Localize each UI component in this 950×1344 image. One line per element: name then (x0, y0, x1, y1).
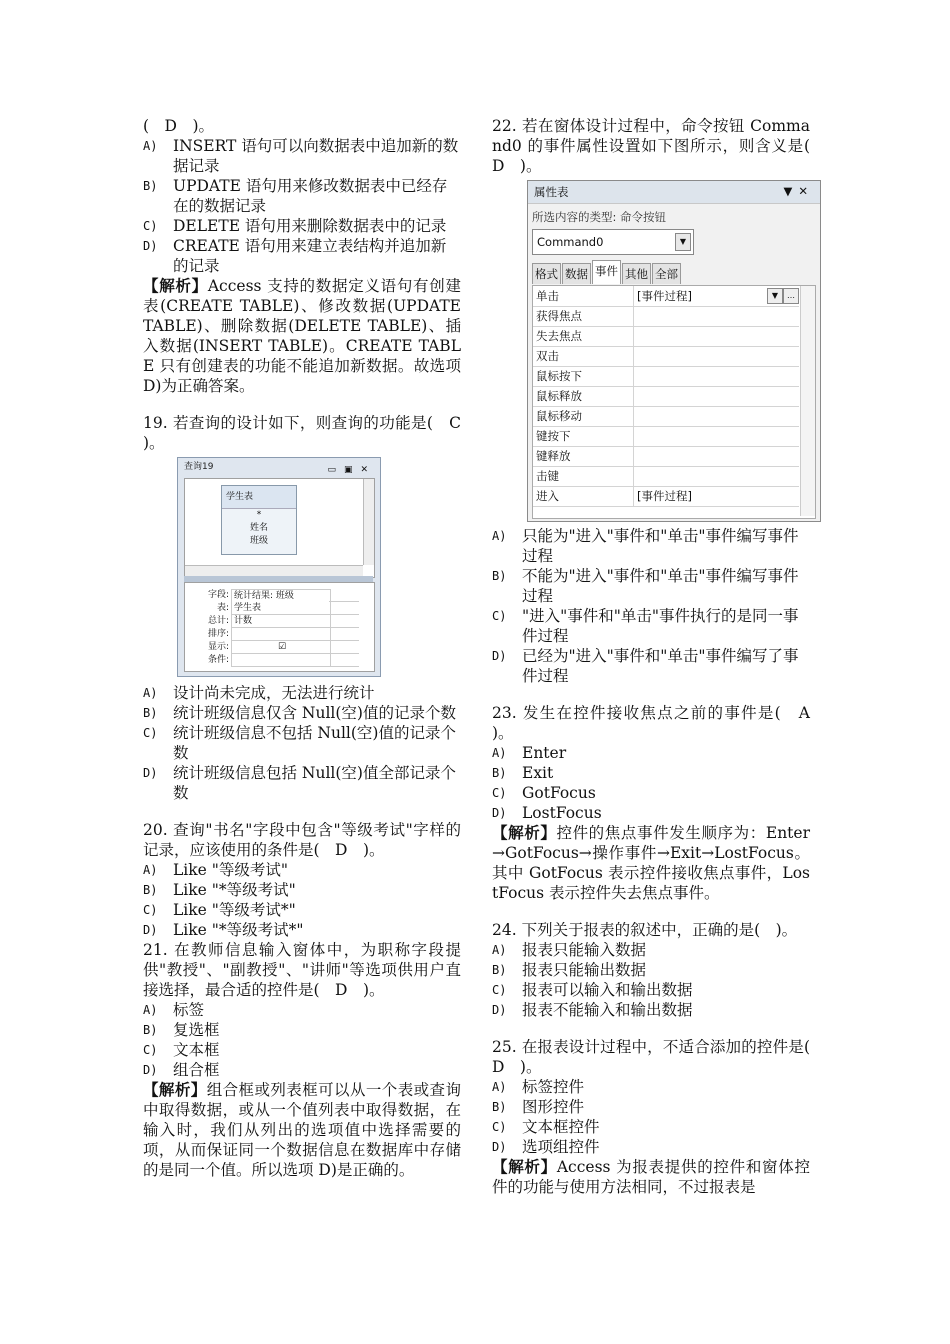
property-tabs (532, 263, 682, 284)
q24-stem: 24. 下列关于报表的叙述中，正确的是( )。 (492, 921, 798, 939)
grid-row-criteria: 条件: (185, 654, 363, 667)
query-window-title: 查询19 (184, 462, 214, 472)
query-design-window (177, 457, 381, 677)
object-combo[interactable]: Command0 ▼ (532, 229, 694, 255)
q24-option-a: A) 报表只能输入数据 (492, 941, 647, 959)
q25-analysis: 【解析】Access 为报表提供的控件和窗体控件的功能与使用方法相同，不过报表是 (492, 1157, 810, 1196)
q20-option-c: C) Like "等级考试*" (143, 901, 296, 919)
q23-option-a: A) Enter (492, 744, 567, 762)
q25-stem: 25. 在报表设计过程中，不适合添加的控件是( D )。 (492, 1038, 826, 1076)
property-row[interactable]: 单击 [事件过程] ▼ … (533, 286, 799, 307)
q18-analysis: 【解析】Access 支持的数据定义语句有创建表(CREATE TABLE)、修改数据(UPDATE TABLE)、删除数据(DELETE TABLE)、插入数据(INSERT TABLE)。CREATE TABLE 只有创建表的功能不能追加新数据。故选项 D)为正确答案。 (143, 276, 461, 395)
q25-option-b: B) 图形控件 (492, 1098, 585, 1116)
vertical-scrollbar[interactable] (800, 286, 815, 516)
property-row[interactable]: 获得焦点 (533, 306, 799, 327)
builder-icon: … (783, 288, 799, 304)
q22-option-d: D) 已经为"进入"事件和"单击"事件编写了事件过程 (492, 647, 799, 685)
q25-option-a: A) 标签控件 (492, 1078, 585, 1096)
show-checkbox: ☑ (231, 641, 331, 654)
property-row[interactable]: 鼠标释放 (533, 386, 799, 407)
vertical-scrollbar (363, 479, 374, 565)
q20-stem: 20. 查询"书名"字段中包含"等级考试"字样的记录，应该使用的条件是( D )。 (143, 821, 461, 859)
q23-option-b: B) Exit (492, 764, 554, 782)
q19-option-b: B) 统计班级信息仅含 Null(空)值的记录个数 (143, 704, 456, 722)
close-icon: ✕ (798, 184, 814, 198)
q20-option-b: B) Like "*等级考试" (143, 881, 296, 899)
tab-all[interactable]: 全部 (652, 263, 681, 284)
q25-option-c: C) 文本框控件 (492, 1118, 600, 1136)
tab-other[interactable]: 其他 (622, 263, 651, 284)
q19-option-a: A) 设计尚未完成，无法进行统计 (143, 684, 375, 702)
grid-row-total: 总计: 计数 (185, 615, 363, 628)
q18-option-c: C) DELETE 语句用来删除数据表中的记录 (143, 217, 447, 235)
property-row[interactable]: 进入 [事件过程] (533, 486, 799, 507)
window-controls: ▭▣✕ (327, 465, 376, 475)
property-row[interactable]: 双击 (533, 346, 799, 367)
chevron-down-icon: ▼ (783, 184, 799, 198)
q22-stem: 22. 若在窗体设计过程中，命令按钮 Command0 的事件属性设置如下图所示，则含义是( D )。 (492, 117, 826, 175)
q18-option-d: D) CREATE 语句用来建立表结构并追加新的记录 (143, 237, 447, 275)
query-table-pane (184, 478, 375, 578)
property-sheet-title: 属性表 (528, 181, 820, 204)
field-item: * (256, 510, 262, 520)
query-design-grid (184, 582, 375, 672)
q20-option-d: D) Like "*等级考试*" (143, 921, 304, 939)
q23-option-d: D) LostFocus (492, 804, 602, 822)
property-row[interactable]: 键按下 (533, 426, 799, 447)
q19-option-d: D) 统计班级信息包括 Null(空)值全部记录个数 (143, 764, 456, 802)
field-list-title: 学生表 (222, 486, 296, 509)
right-column (492, 116, 826, 1197)
q18-option-a: A) INSERT 语句可以向数据表中追加新的数据记录 (143, 137, 459, 175)
q21-stem: 21. 在教师信息输入窗体中，为职称字段提供"教授"、"副教授"、"讲师"等选项供用户直接选择，最合适的控件是( D )。 (143, 941, 461, 999)
property-sheet-window (527, 180, 821, 522)
q23-analysis: 【解析】控件的焦点事件发生顺序为：Enter→GotFocus→操作事件→Exit→LostFocus。其中 GotFocus 表示控件接收焦点事件，LostFocus 表示控件失去焦点事件。 (492, 823, 810, 902)
q19-stem: 19. 若查询的设计如下，则查询的功能是( C )。 (143, 414, 477, 452)
property-row[interactable]: 鼠标按下 (533, 366, 799, 387)
q24-option-c: C) 报表可以输入和输出数据 (492, 981, 693, 999)
grid-row-table: 表: 学生表 (185, 602, 363, 615)
property-row[interactable]: 鼠标移动 (533, 406, 799, 427)
property-sheet-controls (784, 181, 815, 201)
q18-option-b: B) UPDATE 语句用来修改数据表中已经存在的数据记录 (143, 177, 448, 215)
q21-analysis: 【解析】组合框或列表框可以从一个表或查询中取得数据，或从一个值列表中取得数据，在输入时，我们从列出的选项值中选择需要的项，从而保证同一个数据信息在数据库中存储的是同一个值。所以选项 D)是正确的。 (143, 1080, 461, 1179)
q21-option-b: B) 复选框 (143, 1021, 220, 1039)
grid-row-field: 字段: 统计结果: 班级 (185, 589, 363, 602)
q19-option-c: C) 统计班级信息不包括 Null(空)值的记录个数 (143, 724, 456, 762)
q24-option-d: D) 报表不能输入和输出数据 (492, 1001, 693, 1019)
property-row[interactable]: 失去焦点 (533, 326, 799, 347)
q21-option-a: A) 标签 (143, 1001, 205, 1019)
chevron-down-icon: ▼ (675, 233, 691, 251)
property-row[interactable]: 键释放 (533, 446, 799, 467)
field-list-student-table (221, 485, 297, 555)
q20-option-a: A) Like "等级考试" (143, 861, 289, 879)
q22-option-c: C) "进入"事件和"单击"事件执行的是同一事件过程 (492, 607, 799, 645)
q21-option-c: C) 文本框 (143, 1041, 220, 1059)
q23-option-c: C) GotFocus (492, 784, 596, 802)
q25-option-d: D) 选项组控件 (492, 1138, 600, 1156)
property-row[interactable]: 击键 (533, 466, 799, 487)
field-item: 班级 (249, 536, 268, 546)
selection-type-label: 所选内容的类型: 命令按钮 (532, 210, 667, 224)
tab-format[interactable]: 格式 (532, 263, 561, 284)
q23-stem: 23. 发生在控件接收焦点之前的事件是( A )。 (492, 704, 826, 742)
field-item: 姓名 (249, 523, 268, 533)
grid-row-sort: 排序: (185, 628, 363, 641)
q21-option-d: D) 组合框 (143, 1061, 220, 1079)
left-column (143, 116, 477, 1180)
tab-event[interactable]: 事件 (592, 260, 621, 284)
q22-option-a: A) 只能为"进入"事件和"单击"事件编写事件过程 (492, 527, 799, 565)
q22-option-b: B) 不能为"进入"事件和"单击"事件编写事件过程 (492, 567, 799, 605)
q18-stem: ( D )。 (143, 117, 215, 135)
chevron-down-icon: ▼ (767, 288, 783, 304)
tab-data[interactable]: 数据 (562, 263, 591, 284)
grid-row-show: 显示: ☑ (185, 641, 363, 654)
q24-option-b: B) 报表只能输出数据 (492, 961, 647, 979)
property-grid (532, 285, 816, 519)
